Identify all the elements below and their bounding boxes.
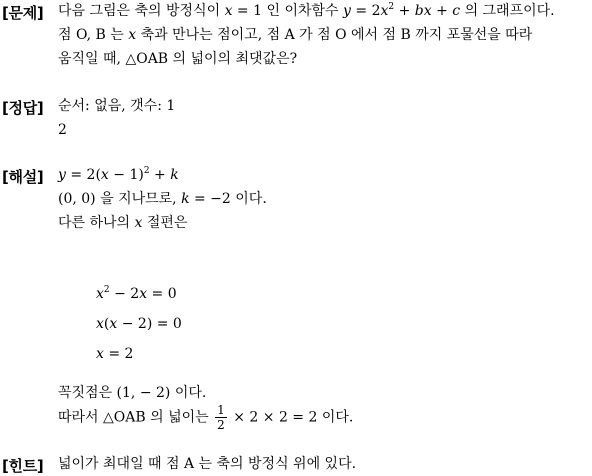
problem-text-1a: 다음 그림은 축의 방정식이 — [58, 3, 221, 19]
solution-eq-vertex-form: $y = 2(x - 1)^2 + k$ — [58, 166, 179, 183]
solution-tag: [해설] — [2, 168, 44, 186]
hint-tag: [힌트] — [2, 457, 44, 475]
solution-area-text-b: × 2 × 2 = 2 이다. — [233, 409, 354, 426]
answer-tag: [정답] — [2, 99, 44, 117]
solution-eq-1: $x^2 - 2x = 0$ — [96, 285, 177, 302]
fraction-half: $\frac{1}{2}$ — [217, 403, 225, 432]
solution-text-3a: 다른 하나의 — [58, 215, 131, 231]
solution-text-3b: 절편은 — [146, 215, 188, 231]
problem-line-2: 점 O, B 는 x 축과 만나는 점이고, 점 A 가 점 O 에서 점 B 까지 포물선을 따라 — [58, 27, 533, 43]
solution-area-text-a: 따라서 △OAB 의 넓이는 — [58, 409, 209, 426]
solution-area-line — [58, 403, 353, 432]
problem-text-2a: 점 O, B 는 — [58, 27, 124, 43]
solution-eq-3: x = 2 — [96, 346, 134, 362]
solution-line-3: 다른 하나의 x 절편은 — [58, 215, 188, 231]
problem-text-2b: 축과 만나는 점이고, 점 A 가 점 O 에서 점 B 까지 포물선을 따라 — [140, 27, 533, 43]
solution-vertex-line: 꼭짓점은 (1, − 2) 이다. — [58, 385, 207, 401]
answer-meta: 순서: 없음, 갯수: 1 — [58, 98, 176, 114]
problem-tag: [문제] — [2, 4, 44, 22]
problem-text-1b: 인 이차함수 — [266, 3, 339, 19]
hint-text: 넓이가 최대일 때 점 A 는 축의 방정식 위에 있다. — [58, 456, 357, 472]
answer-value: 2 — [58, 122, 67, 138]
solution-line-2: (0, 0) 을 지나므로, k = −2 이다. — [58, 191, 267, 207]
solution-text-2b: 이다. — [235, 191, 267, 207]
solution-eq-2: x(x − 2) = 0 — [96, 316, 182, 332]
problem-text-1c: 의 그래프이다. — [464, 3, 555, 19]
problem-line-3: 움직일 때, △OAB 의 넓이의 최댓값은? — [58, 51, 298, 67]
problem-line-1: 다음 그림은 축의 방정식이 x = 1 인 이차함수 $y = 2x^2$ + bx + c 의 그래프이다. — [58, 2, 555, 19]
solution-text-2a: (0, 0) 을 지나므로, — [58, 191, 177, 207]
